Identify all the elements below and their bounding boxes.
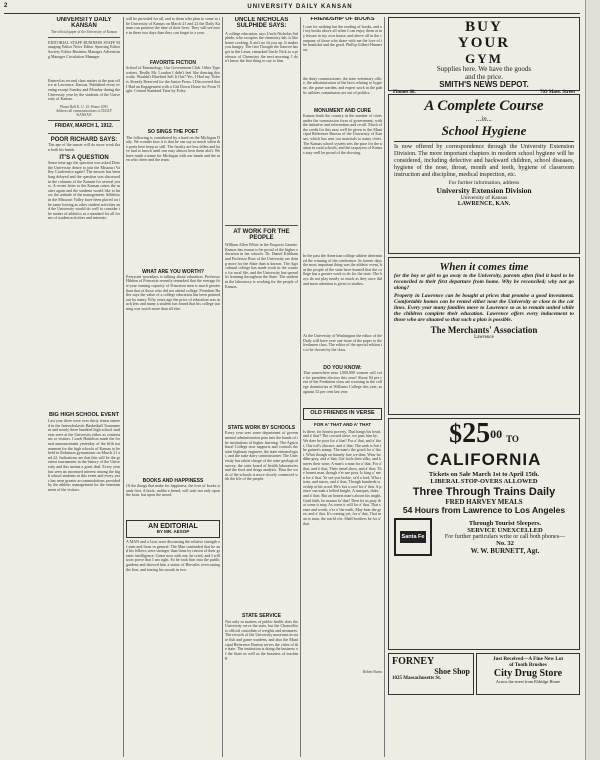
gym-ad bbox=[388, 17, 580, 95]
article-body: William Allen White in the Emporia Gazette. Kansas has reason to be proud of the higher education in her schools. Dr. Daniel Kirkham and Professor Ross of the University are doing more for the State than is known. The Agricultural college has made work in the country for rural life, and the University has spread its learning throughout the State. The student in the laboratory is working for the people of Kansas. bbox=[225, 242, 298, 289]
quote-text: The ape of the sunset will do more work than both his hands. bbox=[48, 141, 120, 152]
article-body: Not only in matters of public health does the University serve the state, but the Chancellor is official custodian of weights and measures. The records of the University museums in state fish and game wardens, and also the Municipal Reference Bureau serves the cities of the state. The institution is doing the business of the State as well as the business of teaching. bbox=[225, 618, 298, 661]
column-rule bbox=[123, 17, 124, 757]
staff-list: EDITORIAL STAFF BUSINESS STAFF Managing Editor News Editor Sporting Editor Society Editor Business Manager Advertising Manager Circulation Manager bbox=[48, 39, 120, 59]
column-2 bbox=[126, 17, 220, 757]
ad-headline: CALIFORNIA bbox=[426, 450, 542, 469]
article-body: A MAN and a Lion were discussing the relative strength of men and lions in general. The Man contended that he and his fellows were stronger than lions by reason of their greater intelligence. Come now with me, he cried, and I will soon prove that I am right. So he took him into the public gardens and showed him a statue of Hercules overcoming the lion, and tearing his mouth in two. bbox=[126, 539, 220, 572]
poem-body: Is there, for honest poverty, That hangs his head, and a' that? The coward slave, we pass him by, We dare be poor for a' that! For a' that, and a' that, Our toil's obscure, and a' that; The rank is but the guinea's stamp; The man's the gowd for a' that. What though on hamely fare we dine, Wear hoddin-grey, and a' that; Gie fools their silks, and knaves their wine, A man's a man for a' that. For a' that, and a' that, Their tinsel show, and a' that; The honest man, though e'er sae poor, Is king o' men for a' that. Ye see yon birkie, ca'd a lord, Wha struts, and stares, and a' that; Though hundreds worship at his word, He's but a coof for a' that. A prince can mak a belted knight, A marquis, duke, and a' that; But an honest man's aboon his might, Guid faith, he mauna fa' that! Then let us pray that come it may, As come it will for a' that, That sense and worth, o'er a' the earth, May bear the gree, and a' that. It's coming yet, for a' that, That man to man, the warld o'er, Shall brothers be for a' that. bbox=[303, 428, 382, 526]
article-body: At the University of Washington the editor of the Daily will have over one issue of the paper to the freshmen class. The editor of the special edition is to be chosen by the class. bbox=[303, 333, 382, 352]
section-heading: BIG HIGH SCHOOL EVENT bbox=[49, 412, 119, 419]
page-number: 2 bbox=[4, 3, 8, 9]
address-line: Address all communications to DAILY KANSAN bbox=[55, 109, 113, 118]
article-body: School of Entomology. Our Government Club. Other Typewriters. Really Mr. Loudon I didn't feel like dancing this waltz. Wouldn't Bluebird Sell It Out? Yes, I Had my Tickets Already Reserved for the Junior Prom. I Discovered that I Had an Engagement with a Girl Down Home for Prom Night. Central Standard Time by Foley. bbox=[126, 65, 220, 94]
ad-text: For further information, address bbox=[448, 180, 520, 186]
ad-business-name: SMITH'S NEWS DEPOT. bbox=[439, 80, 529, 90]
divider bbox=[48, 120, 120, 121]
verse-box bbox=[303, 408, 382, 420]
section-heading: SO SINGS THE POET bbox=[147, 129, 199, 136]
ad-text: ...in... bbox=[476, 115, 492, 123]
ad-org: The Merchants' Association bbox=[430, 324, 538, 335]
ad-text: LIBERAL STOP-OVERS ALLOWED bbox=[430, 477, 538, 485]
section-heading: AN EDITORIAL bbox=[148, 523, 198, 530]
section-heading: UNCLE NICHOLAS SULPHIDE SAYS: bbox=[234, 17, 289, 30]
ad-headline: When it comes time bbox=[439, 261, 529, 273]
masthead: UNIVERSITY DAILY KANSAN bbox=[247, 4, 353, 10]
section-heading: WHAT ARE YOU WORTH? bbox=[142, 268, 204, 275]
price-cents: 00 bbox=[490, 427, 503, 441]
price-to: TO bbox=[506, 434, 519, 444]
ad-text: For further particulars write or call both phones— bbox=[444, 533, 566, 540]
ads-column bbox=[388, 17, 580, 757]
section-heading: AT WORK FOR THE PEOPLE bbox=[233, 228, 290, 241]
article-body: Kansas leads the country in the number of cities under the commission form of government, with the initiative and referendum and recall. Much of the credit for this may well be given to the Municipal Reference Bureau of the University of Kansas, which has sent out materials to many cities. The Kansas school system sets the pace for the nation in rural schools, and the taxpayers of Kansas may well be proud of the showing. bbox=[303, 113, 382, 155]
ad-business-name: FORNEY bbox=[392, 656, 435, 667]
article-body: I care for nothing but the reading of books, and of my books above all when I can enjoy them at my leisure in my own house, and above all in the company of those who share with me the love of the beautiful and the good. Phillip Gilbert Hamerton. bbox=[303, 23, 382, 52]
article-body: Last year there were over thirty teams entered in the Interscholastic Basketball Tournament and nearly three hundred high school students were at the University either as contestants or visitors. Coach Hamilton made the formal announcement yesterday of the fifth tournament for the high schools of Kansas to be held in Robinson gymnasium on March 21 and 22. Indications are that this will be the greatest tournament in the history of the University and this means a great deal. Every year has seen an increased interest among the high school students in this event and every year has seen greater accommodations provided by the athletic management for the entertainment of the visitors. bbox=[48, 418, 120, 492]
ad-text: No. 32 bbox=[496, 539, 514, 547]
ad-headline: Three Through Trains Daily bbox=[412, 485, 556, 498]
section-heading: BOOKS AND HAPPINESS bbox=[142, 477, 204, 484]
editorial-box bbox=[126, 520, 220, 538]
ad-body: Is now offered by correspondence through the University Extension Division. The more important chapters in modern school hygiene will be considered, including defective and backward children, school diseases, hygiene of the nose, throat, mouth and teeth, hygiene of classroom instruction and discipline, medical inspection, etc. bbox=[394, 144, 574, 178]
poem-title: FOR A' THAT AND A' THAT bbox=[314, 422, 371, 428]
ad-address: Across the street from Eldridge House bbox=[495, 679, 561, 684]
article-body: Some time ago the question was asked Does the University desire to join the Missouri Valley Conference again? The answer has been long delayed and the question was discussed in the columns of the Kansan for several years. A recent letter to the Kansan raises the matter again and the students would like to know the attitude of the management. Athletics in the Missouri Valley have been placed on the same footing as other student activities and the University would do well to consider the matter of athletics as a standard for all forms of student activities and interests. bbox=[48, 160, 120, 221]
ad-body: for the boy or girl to go away to the University, parents often find it hard to be reconciled to their first departure from home. Why be reconciled; why not go along? bbox=[394, 273, 574, 292]
column-3 bbox=[225, 17, 298, 757]
article-body: A college education, says Uncle Nicholas Sulphide, who occupies the chemistry lab, is like home cooking. It ain't no fit you up. It makes you hungry. The first Thought the fiancee has got in the Lawn, remarked Uncle Nick to a professor of Chemistry the next morning. I don't know the first thing to say to him. bbox=[225, 30, 298, 64]
phone-line: Phone Bell K. U. 25. Home 1095 bbox=[60, 104, 108, 109]
bottom-ads-row bbox=[388, 653, 580, 695]
ad-city: Lawrence bbox=[474, 334, 494, 340]
entry-notice: Entered as second class matter at the post office at Lawrence, Kansas. Published every evening except Sunday and Monday during the University year by the students of the University of Kansas. bbox=[48, 77, 120, 102]
ad-text: Shoe Shop bbox=[434, 667, 470, 676]
section-heading: FRIENDSHIP OF BOOKS bbox=[310, 17, 375, 22]
ad-text: and the price. bbox=[465, 73, 503, 82]
ad-headline: GYM bbox=[465, 50, 503, 66]
poem-author: Robert Burns bbox=[362, 669, 382, 674]
masthead-rule bbox=[4, 13, 580, 14]
ad-org: University Extension Division bbox=[436, 186, 532, 195]
ad-business-name: City Drug Store bbox=[493, 668, 563, 679]
ad-text: of Tooth Brushes bbox=[509, 662, 547, 668]
divider bbox=[48, 37, 120, 38]
byline: BY MR. AESOP bbox=[156, 529, 190, 535]
column-rule bbox=[222, 17, 223, 757]
ad-text: Through Tourist Sleepers. bbox=[468, 519, 542, 527]
article-body: the dairy commissioner, the state veterinary office, the administration of the laws relating to hygiene, the game warden, and expert work in the public utilities commission are out of politics. bbox=[303, 75, 382, 95]
section-heading: OLD FRIENDS IN VERSE bbox=[310, 410, 375, 417]
column-rule bbox=[300, 17, 301, 757]
price-row bbox=[394, 418, 574, 451]
ad-body: Property in Lawrence can be bought at prices that promise a good investment. Comfortable homes can be rented either near the University or close to the car lines. Every year many families move to Lawrence so as to remain united while the children complete their education. Lawrence offers every inducement to those who are situated so that such a plan is possible. bbox=[394, 292, 574, 324]
column-4 bbox=[303, 17, 382, 757]
divider bbox=[225, 225, 298, 226]
ad-headline: BUY bbox=[465, 19, 503, 35]
section-heading: DO YOU KNOW: bbox=[323, 365, 362, 372]
ad-headline: YOUR bbox=[457, 34, 511, 51]
section-heading: IT'S A QUESTION bbox=[59, 154, 109, 161]
page-gutter bbox=[585, 0, 600, 760]
ad-headline: A Complete Course bbox=[424, 98, 544, 114]
california-ad bbox=[388, 418, 580, 650]
ad-text: University of Kansas bbox=[460, 195, 508, 201]
article-body: Of the things that make for happiness, the love of books stands first. A book, unlike a friend, will wait not only upon the hour, but upon the mood. bbox=[126, 483, 220, 498]
ad-text: SERVICE UNEXCELLED bbox=[467, 526, 543, 534]
ad-agent: W. W. BURNETT, Agt. bbox=[470, 546, 540, 555]
section-heading: STATE SERVICE bbox=[242, 613, 281, 620]
extension-ad bbox=[388, 94, 580, 254]
price-dollar-sign: $ bbox=[449, 419, 463, 448]
ad-text: Just Received—A Fine New Lot bbox=[492, 656, 564, 662]
ad-headline: 54 Hours from Lawrence to Los Angeles bbox=[402, 505, 566, 516]
article-body: Everyone nowadays is talking about education. Professor Hibben of Princeton recently remarked that the average first-year earning capacity of Princeton men is much greater than that of those who did not attend college. President Butler says the value of a college education has been pointed out by many. Fifty years ago the price of education was much less and many a student has found that his college training was worth more than all else. bbox=[126, 273, 220, 311]
column-rule bbox=[384, 17, 385, 757]
logo-wordmark: Santa Fe bbox=[400, 531, 426, 543]
section-heading: STATE WORK BY SCHOOLS bbox=[227, 425, 296, 432]
ad-address: 1025 Massachusetts St. bbox=[392, 676, 442, 681]
paper-subtitle: The official paper of the University of Kansas bbox=[50, 29, 118, 34]
ad-text: Supplies here. We have the goods bbox=[436, 65, 532, 74]
paper-title: UNIVERSITY DAILY KANSAN bbox=[56, 17, 112, 30]
ad-city: LAWRENCE, KAN. bbox=[457, 201, 511, 207]
article-body: will be provided for all, and to them who plan to come to the University of Kansas on March 21 and 22 the Daily Kansan can promise the time of their lives. They will see more in these two days than they can forget in a year. bbox=[126, 17, 220, 35]
merchants-ad bbox=[388, 257, 580, 415]
section-heading: POOR RICHARD SAYS: bbox=[50, 136, 118, 143]
column-1 bbox=[48, 17, 120, 757]
article-body: Every year sees some department of governmental administration pass into the hands of the institutions of higher learning. The Agricultural College now supports and controls the state highway engineer, the state entomologist, and the state dairy commissioner. The University has taken charge of the state geological survey, the state board of health laboratories and the food and drugs analysis. Thus the work of the schools is more closely connected with the life of the people. bbox=[225, 430, 298, 482]
ad-headline: School Hygiene bbox=[441, 123, 527, 138]
forney-ad bbox=[388, 653, 474, 695]
drugstore-ad bbox=[476, 653, 580, 695]
section-heading: FAVORITE FICTION bbox=[149, 60, 197, 66]
article-body: That somewhere near 1,000,000 women will vote for president electors this year? About 84 per cent of the Freshmen class are rooming in the college dormitories at Williams College this year, as against 52 per cent last year. bbox=[303, 370, 382, 394]
service-block bbox=[432, 520, 574, 555]
divider bbox=[48, 133, 120, 134]
ad-address: 709 Mass. Street bbox=[539, 89, 575, 95]
divider bbox=[394, 141, 574, 142]
ad-text: FRED HARVEY MEALS bbox=[445, 498, 523, 507]
section-heading: MONUMENT AND CURE bbox=[313, 107, 372, 114]
santa-fe-logo bbox=[394, 518, 432, 556]
ad-phone: Phones 68. bbox=[393, 89, 416, 95]
logo-row bbox=[394, 518, 574, 556]
dateline: FRIDAY, MARCH 1, 1912. bbox=[54, 123, 114, 130]
ad-text: Tickets on Sale March 1st to April 15th. bbox=[428, 470, 540, 478]
price-amount: 25 bbox=[462, 418, 491, 449]
article-body: The following is contributed by a bard on the Michigan Daily. We wonder how it is that he can say so much when the poets here keep so still. The faculty are less fallen and have had to knock until one may almost hear them aloft. We have made a name for Michigan with our bands and the men who cheer and the team. bbox=[126, 134, 220, 163]
article-body: In the past the American college athlete determined the winning of the conference. In former days the most important thing was the athletic event, but the people of the state have learned that the college has a greater work to do for the state. The boys do not play nearly so much as they once did and more attention is given to studies. bbox=[303, 253, 382, 286]
